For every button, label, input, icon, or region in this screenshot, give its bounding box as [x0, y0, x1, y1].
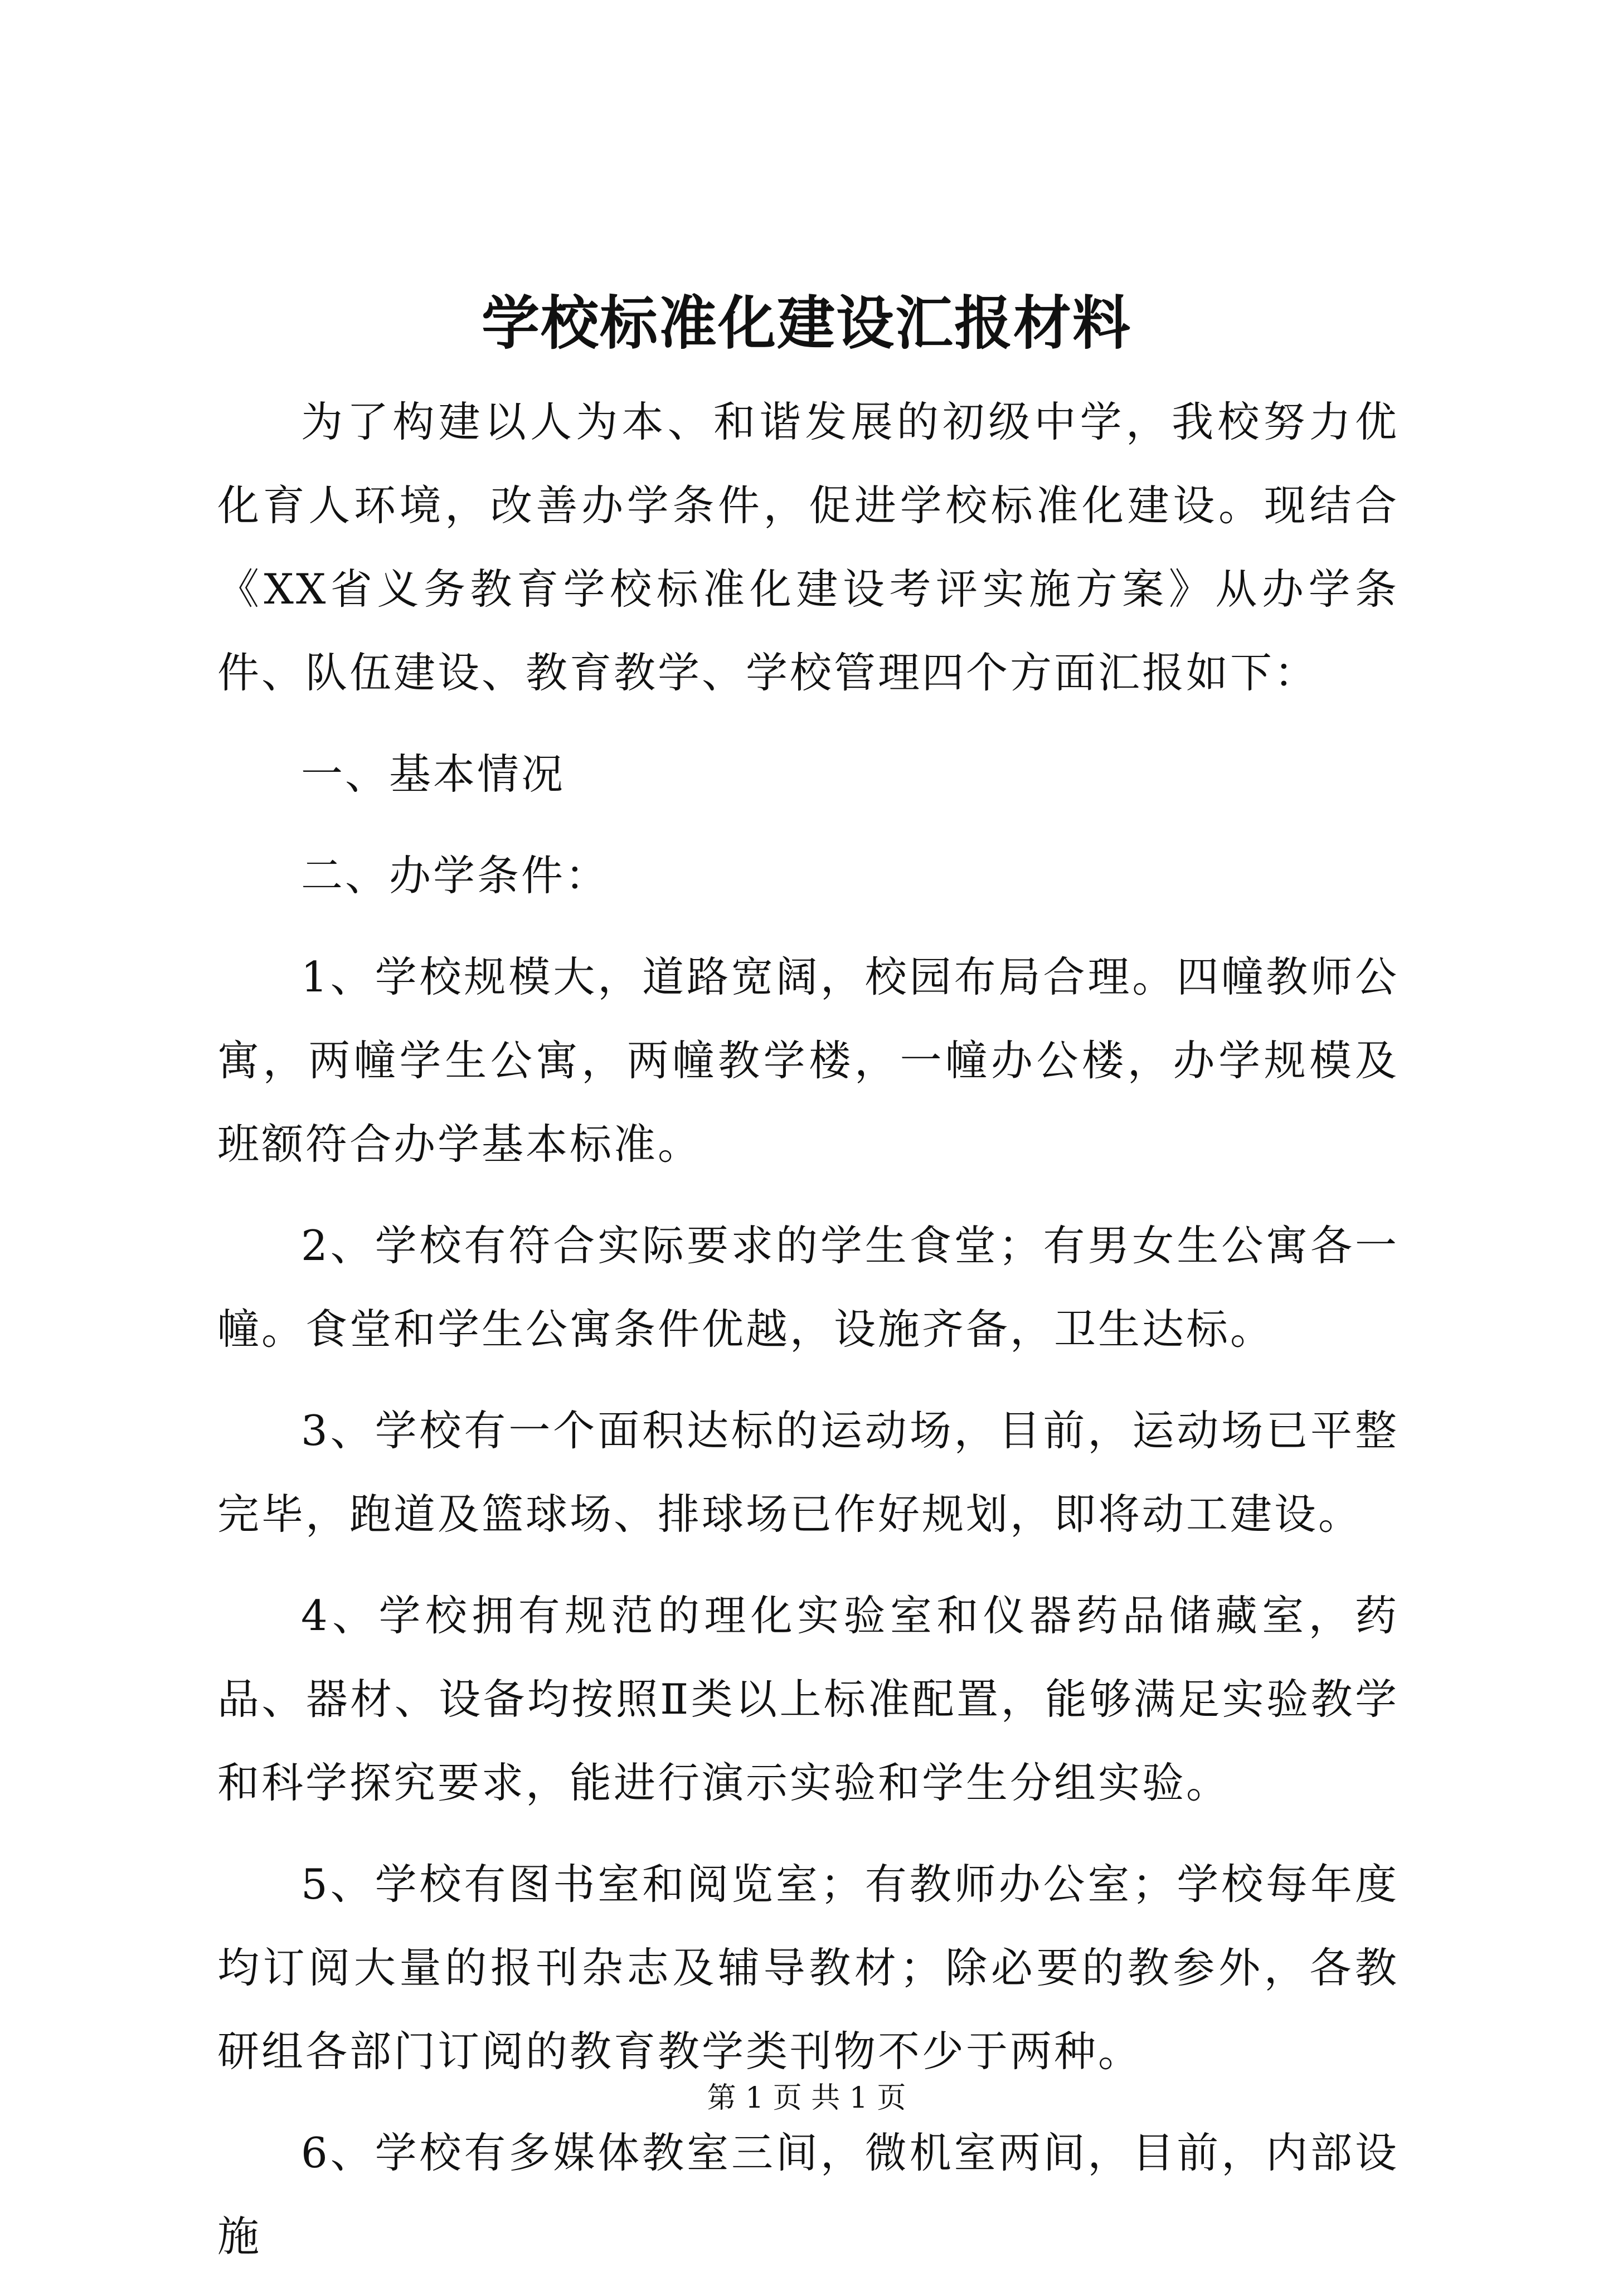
paragraph-item-3: 3、学校有一个面积达标的运动场，目前，运动场已平整完毕，跑道及篮球场、排球场已作好规划，即将动工建设。	[217, 1406, 1399, 1539]
heading-school-conditions: 二、办学条件：	[301, 851, 610, 900]
paragraph-item-1: 1、学校规模大，道路宽阔，校园布局合理。四幢教师公寓，两幢学生公寓，两幢教学楼，一幢办公楼，办学规模及班额符合办学基本标准。	[217, 952, 1399, 1169]
paragraph-item-2: 2、学校有符合实际要求的学生食堂；有男女生公寓各一幢。食堂和学生公寓条件优越，设施齐备，卫生达标。	[217, 1221, 1399, 1354]
paragraph-item-5: 5、学校有图书室和阅览室；有教师办公室；学校每年度均订阅大量的报刊杂志及辅导教材；除必要的教参外，各教研组各部门订阅的教育教学类刊物不少于两种。	[217, 1860, 1399, 2076]
page-footer: 第 1 页 共 1 页	[707, 2081, 906, 2115]
document-body	[217, 380, 1399, 2296]
document-title: 学校标准化建设汇报材料	[481, 289, 1131, 357]
paragraph-item-6: 6、学校有多媒体教室三间，微机室两间，目前，内部设施	[217, 2128, 1399, 2261]
paragraph-item-4: 4、学校拥有规范的理化实验室和仪器药品储藏室，药品、器材、设备均按照Ⅱ类以上标准配置，能够满足实验教学和科学探究要求，能进行演示实验和学生分组实验。	[217, 1591, 1399, 1807]
heading-basic-situation: 一、基本情况	[301, 750, 566, 799]
paragraph-intro: 为了构建以人为本、和谐发展的初级中学，我校努力优化育人环境，改善办学条件，促进学校标准化建设。现结合《XX省义务教育学校标准化建设考评实施方案》从办学条件、队伍建设、教育教学、学校管理四个方面汇报如下：	[217, 397, 1399, 697]
